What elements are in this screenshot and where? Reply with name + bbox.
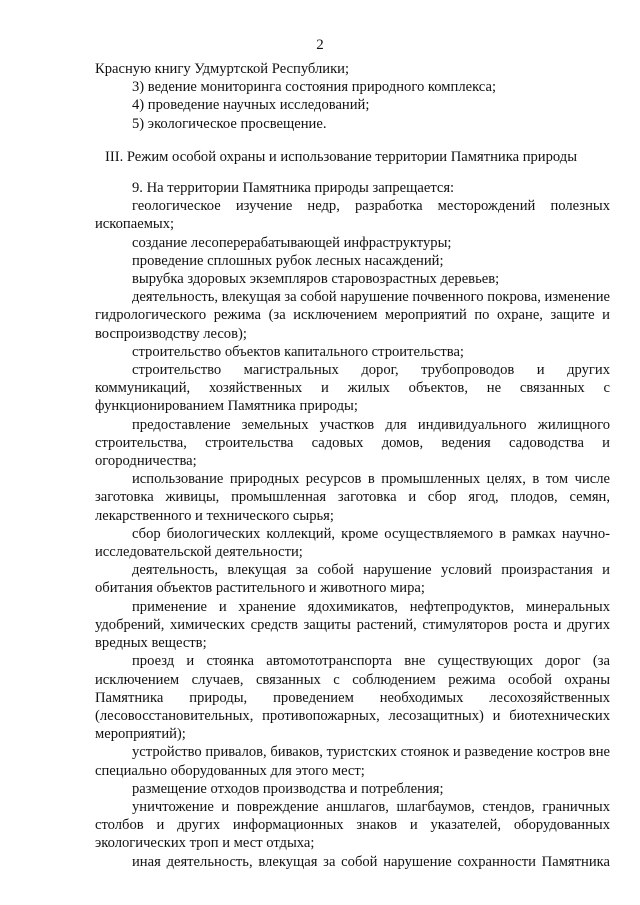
prohibition-item: проведение сплошных рубок лесных насаждений; bbox=[132, 252, 444, 269]
list-item: 4) проведение научных исследований; bbox=[132, 97, 370, 114]
prohibition-item: сбор биологических коллекций, кроме осуществляемого в рамках научно-исследовательской деятельности; bbox=[95, 525, 610, 561]
prohibition-item: применение и хранение ядохимикатов, нефтепродуктов, минеральных удобрений, химических средств защиты растений, стимуляторов роста и других вредных веществ; bbox=[95, 598, 610, 652]
prohibition-item: деятельность, влекущая за собой нарушение условий произрастания и обитания объектов растительного и животного мира; bbox=[95, 562, 610, 597]
prohibition-item: устройство привалов, биваков, туристских стоянок и разведение костров вне специально оборудованных для этого мест; bbox=[95, 744, 610, 779]
prohibition-item: строительство объектов капитального строительства; bbox=[132, 343, 464, 360]
prohibition-item: строительство магистральных дорог, трубопроводов и других коммуникаций, хозяйственных и жилых объектов, не связанных с функционированием Памятника природы; bbox=[95, 362, 610, 415]
prohibition-item: уничтожение и повреждение аншлагов, шлагбаумов, стендов, граничных столбов и других информационных знаков и указателей, оборудованных экологических троп и мест отдыха; bbox=[95, 798, 610, 852]
prohibition-item: вырубка здоровых экземпляров старовозрастных деревьев; bbox=[132, 271, 500, 288]
prohibition-item: использование природных ресурсов в промышленных целях, в том числе заготовка живицы, промышленная заготовка и сбор ягод, плодов, семян, лекарственного и технического сырья; bbox=[95, 471, 610, 524]
prohibition-item: иная деятельность, влекущая за собой нарушение сохранности Памятника bbox=[132, 853, 610, 870]
section-heading: III. Режим особой охраны и использование территории Памятника природы bbox=[105, 148, 578, 165]
list-item: 5) экологическое просвещение. bbox=[132, 115, 327, 132]
prohibition-item: геологическое изучение недр, разработка месторождений полезных ископаемых; bbox=[95, 198, 610, 233]
text-line: Красную книгу Удмуртской Республики; bbox=[95, 61, 350, 77]
prohibition-item: размещение отходов производства и потребления; bbox=[132, 780, 444, 797]
document-body bbox=[95, 60, 610, 871]
prohibition-item: предоставление земельных участков для индивидуального жилищного строительства, строительства садовых домов, ведения садоводства и огородничества; bbox=[95, 416, 610, 470]
list-item: 3) ведение мониторинга состояния природного комплекса; bbox=[132, 79, 496, 96]
prohibition-item: создание лесоперерабатывающей инфраструктуры; bbox=[132, 234, 452, 251]
page-number: 2 bbox=[316, 37, 324, 53]
prohibition-item: деятельность, влекущая за собой нарушение почвенного покрова, изменение гидрологического режима (за исключением мероприятий по охране, защите и воспроизводству лесов); bbox=[95, 289, 610, 342]
prohibition-item: проезд и стоянка автомототранспорта вне существующих дорог (за исключением случаев, связанных с соблюдением режима особой охраны Памятника природы, проведением необходимых лесохозяйственных (лесовосстановительных, противопожарных, лесозащитных) и биотехнических мероприятий); bbox=[95, 653, 610, 743]
article-intro: 9. На территории Памятника природы запрещается: bbox=[132, 180, 455, 197]
